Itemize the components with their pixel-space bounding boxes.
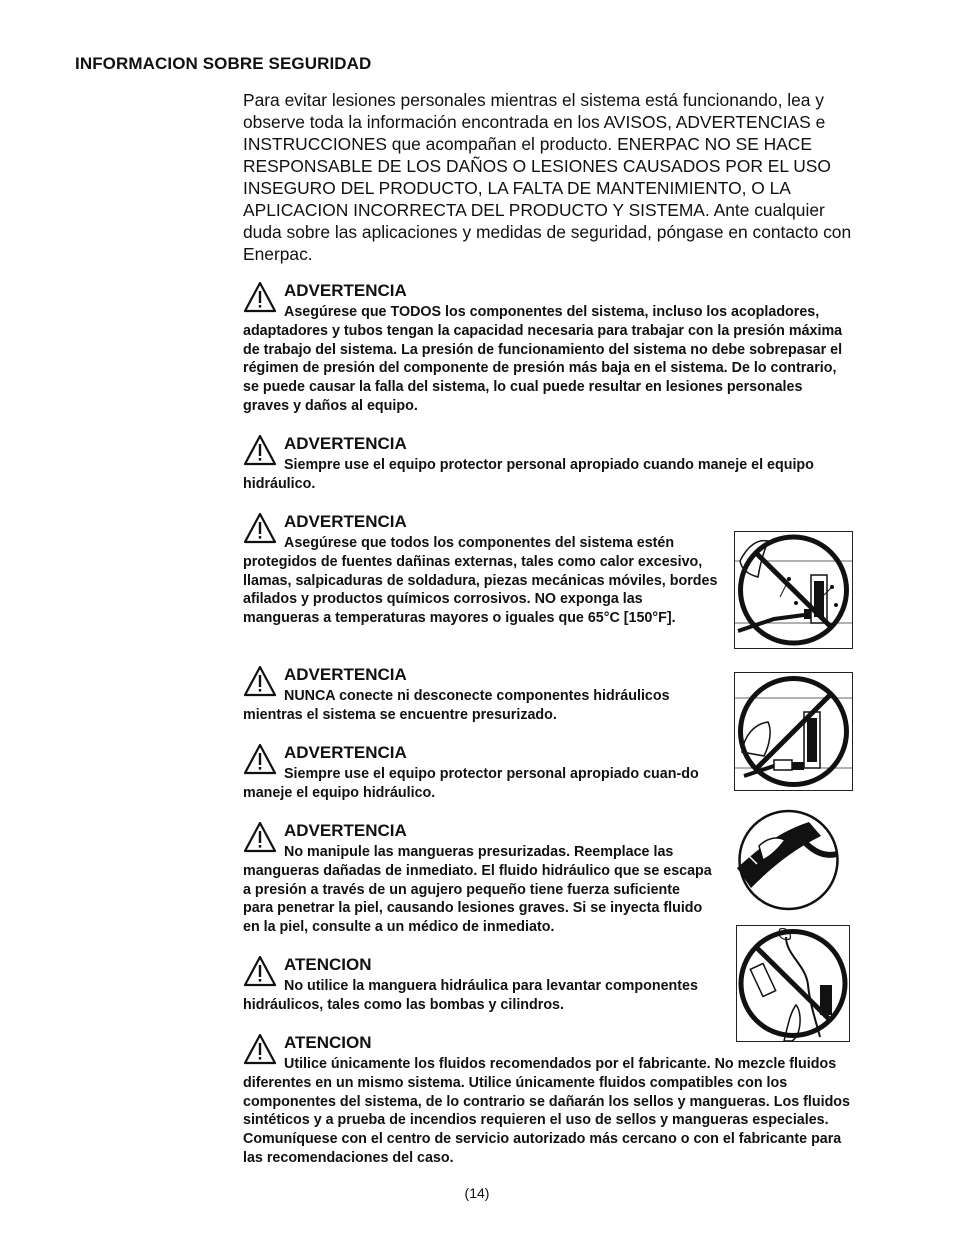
warning-title: ADVERTENCIA: [284, 281, 407, 300]
caution-title: ATENCION: [284, 1033, 372, 1052]
warning-block: [243, 665, 718, 725]
caution-title: ATENCION: [284, 955, 372, 974]
warning-triangle-icon: [243, 955, 277, 987]
warning-triangle-icon: [243, 281, 277, 313]
section-title: INFORMACION SOBRE SEGURIDAD: [75, 54, 372, 73]
caution-text: Utilice únicamente los fluidos recomendados por el fabricante. No mezcle fluidos diferentes en un mismo sistema. Utilice únicamente fluidos compatibles con los componentes del sistema, de lo contrario se dañarán los sellos y mangueras. Los fluidos sintéticos y a prueba de incendios requieren el uso de sellos y mangueras especiales. Comuníquese con el centro de servicio autorizado más cercano o con el fabricante para las recomendaciones del caso.: [243, 1056, 850, 1166]
warning-triangle-icon: [243, 512, 277, 544]
warning-text: NUNCA conecte ni desconecte componentes hidráulicos mientras el sistema se encuentre presurizado.: [243, 688, 670, 723]
warning-title: ADVERTENCIA: [284, 665, 407, 684]
warning-block: [243, 281, 843, 416]
caution-text: No utilice la manguera hidráulica para levantar componentes hidráulicos, tales como las bombas y cilindros.: [243, 978, 698, 1013]
warning-block: [243, 743, 723, 803]
warning-triangle-icon: [243, 821, 277, 853]
page-number: (14): [464, 1185, 490, 1201]
hand-hose-leak-icon: [729, 808, 848, 912]
warning-text: Asegúrese que TODOS los componentes del sistema, incluso los acopladores, adaptadores y tubos tengan la capacidad necesaria para trabajar con la presión máxima de trabajo del sistema. La presión de funcionamiento del sistema no debe sobrepasar el régimen de presión del componente de presión más baja en el sistema. De lo contrario, se puede causar la falla del sistema, lo cual puede resultar en lesiones personales graves y daños al equipo.: [243, 304, 843, 414]
warning-title: ADVERTENCIA: [284, 512, 407, 531]
prohibited-lift-by-hose-icon: [736, 925, 850, 1042]
warning-triangle-icon: [243, 665, 277, 697]
warning-triangle-icon: [243, 743, 277, 775]
warning-text: Asegúrese que todos los componentes del sistema estén protegidos de fuentes dañinas externas, tales como calor excesivo, llamas, salpicaduras de soldadura, piezas mecánicas móviles, bordes afilados y productos químicos corrosivos. NO exponga las mangueras a temperaturas mayores o iguales que 65°C [150°F].: [243, 535, 718, 627]
warning-text: No manipule las mangueras presurizadas. Reemplace las mangueras dañadas de inmediato. El fluido hidráulico que se escapa a presión a través de un agujero pequeño tiene fuerza suficiente para penetrar la piel, causando lesiones graves. Si se inyecta fluido en la piel, consulte a un médico de inmediato.: [243, 844, 712, 936]
warning-text: Siempre use el equipo protector personal apropiado cuan-do maneje el equipo hidráulico.: [243, 766, 699, 801]
caution-block: [243, 955, 713, 1015]
prohibited-hose-damage-icon: [734, 531, 853, 649]
prohibited-disconnect-pressurized-icon: [734, 672, 853, 791]
warning-text: Siempre use el equipo protector personal apropiado cuando maneje el equipo hidráulico.: [243, 457, 814, 492]
caution-block: [243, 1033, 858, 1168]
warning-block: [243, 512, 718, 628]
warning-title: ADVERTENCIA: [284, 821, 407, 840]
warning-title: ADVERTENCIA: [284, 743, 407, 762]
warning-block: [243, 434, 843, 494]
warning-block: [243, 821, 713, 937]
warning-title: ADVERTENCIA: [284, 434, 407, 453]
intro-text: Para evitar lesiones personales mientras el sistema está funcionando, lea y observe toda la información encontrada en los AVISOS, ADVERTENCIAS e INSTRUCCIONES que acompañan el producto. ENERPAC NO SE HACE RESPONSABLE DE LOS DAÑOS O LESIONES CAUSADOS POR EL USO INSEGURO DEL PRODUCTO, LA FALTA DE MANTENIMIENTO, O LA APLICACION INCORRECTA DEL PRODUCTO Y SISTEMA. Ante cualquier duda sobre las aplicaciones y medidas de seguridad, póngase en contacto con Enerpac.: [243, 90, 852, 264]
warning-triangle-icon: [243, 1033, 277, 1065]
warning-triangle-icon: [243, 434, 277, 466]
